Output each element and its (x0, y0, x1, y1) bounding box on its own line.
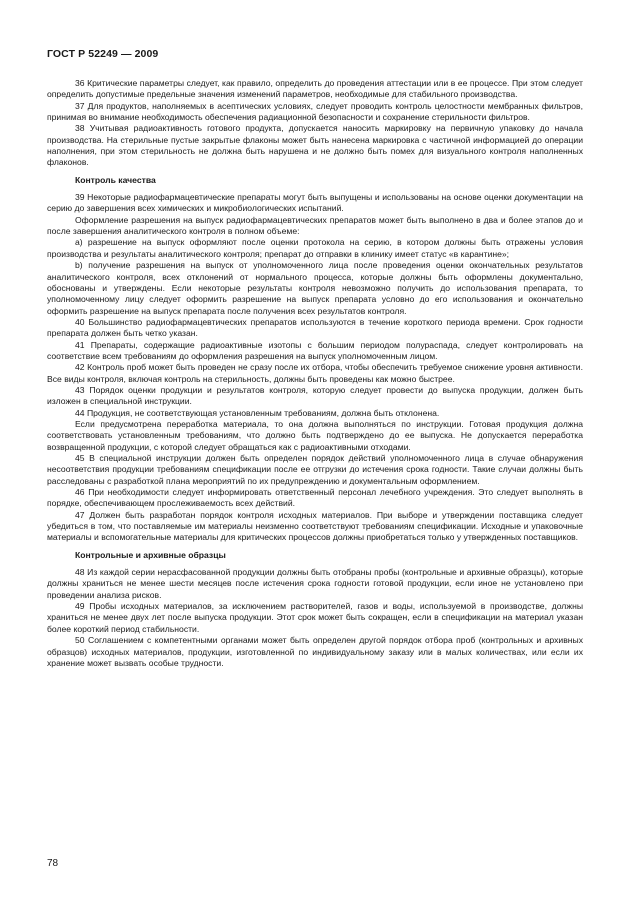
paragraph-49: 49 Пробы исходных материалов, за исключением растворителей, газов и воды, используемой в производстве, должны храниться не менее двух лет после выпуска продукции. Этот срок может быть сокращен, если в спецификации на материал указан более короткий период стабильности. (47, 601, 583, 634)
paragraph-37: 37 Для продуктов, наполняемых в асептических условиях, следует проводить контроль целостности мембранных фильтров, принимая во внимание необходимость обеспечения радиационной безопасности и сохранение стерильности фильтров. (47, 100, 583, 123)
paragraph-39: 39 Некоторые радиофармацевтические препараты могут быть выпущены и использованы на основе оценки документации на серию до завершения всех химических и микробиологических испытаний. (47, 192, 583, 214)
paragraph-40: 40 Большинство радиофармацевтических препаратов используются в течение короткого периода времени. Срок годности препарата должен быть четко указан. (47, 316, 583, 339)
paragraph-item-a: a) разрешение на выпуск оформляют после оценки протокола на серию, в котором должны быть отражены условия производства и результаты аналитического контроля; препарат до отправки в клинику имеет статус «в карантине»; (47, 237, 583, 259)
paragraph-36: 36 Критические параметры следует, как правило, определить до проведения аттестации или в ее процессе. При этом следует определить допустимые предельные значения изменений параметров, необходимые для стабильного производства. (47, 78, 583, 100)
paragraph-item-b: b) получение разрешения на выпуск от уполномоченного лица после проведения оценки окончательных результатов аналитического контроля, всех отклонений от нормального процесса, которые должны быть оформлены документально, обоснованы и утверждены. Если некоторые результаты контроля невозможно получить до использования препарата, то уполномоченному лицу следует оформить разрешение на выпуск препарата условно до его использования и окончательно оформить разрешение на выпуск препарата после получения всех результатов контроля. (47, 260, 583, 316)
section-heading-reference-samples: Контрольные и архивные образцы (75, 549, 226, 560)
paragraph-48: 48 Из каждой серии нерасфасованной продукции должны быть отобраны пробы (контрольные и архивные образцы), которые должны храниться не менее шести месяцев после истечения срока годности готовой продукции, если иное не установлено при проведении анализа рисков. (47, 567, 583, 600)
paragraph-47: 47 Должен быть разработан порядок контроля исходных материалов. При выборе и утверждении поставщика следует убедиться в том, что поставляемые им материалы неизменно соответствуют требованиям спецификации. Исходные и упаковочные материалы и вспомогательные материалы для критических процессов должны приобретаться только у утвержденных поставщиков. (47, 509, 583, 543)
paragraph-42: 42 Контроль проб может быть проведен не сразу после их отбора, чтобы обеспечить требуемое снижение уровня активности. Все виды контроля, включая контроль на стерильность, должны быть проведены как можно быстрее. (47, 362, 583, 384)
paragraph-release-stages: Оформление разрешения на выпуск радиофармацевтических препаратов может быть выполнено в два и более этапов до и после завершения аналитического контроля в полном объеме: (47, 214, 583, 237)
paragraph-50: 50 Соглашением с компетентными органами может быть определен другой порядок отбора проб (контрольных и архивных образцов) исходных материалов, продукции, изготовленной по индивидуальному заказу или в малых количествах, или если их хранение может вызвать особые трудности. (47, 635, 583, 668)
paragraph-reprocessing: Если предусмотрена переработка материала, то она должна выполняться по инструкции. Готовая продукция должна соответствовать установленным требованиям, что должно быть подтверждено до ее выпуска. Не допускается переработка возвращенной продукции, с которой следует обращаться как с радиоактивными отходами. (47, 418, 583, 452)
paragraph-43: 43 Порядок оценки продукции и результатов контроля, которую следует провести до выпуска продукции, должен быть изложен в специальной инструкции. (47, 384, 583, 407)
page-number: 78 (47, 858, 59, 869)
document-body (47, 78, 583, 669)
paragraph-44: 44 Продукция, не соответствующая установленным требованиям, должна быть отклонена. (75, 407, 440, 418)
paragraph-45: 45 В специальной инструкции должен быть определен порядок действий уполномоченного лица в случае обнаружения несоответствия продукции требованиям спецификации после ее отгрузки до истечения срока годности. Такие случаи должны быть расследованы с разработкой плана мероприятий по их предупреждению и документальным оформлением. (47, 453, 583, 486)
section-heading-quality-control: Контроль качества (75, 174, 156, 185)
paragraph-46: 46 При необходимости следует информировать ответственный персонал лечебного учреждения. Это следует выполнять в порядке, обеспечивающем прослеживаемость всех действий. (47, 487, 583, 509)
paragraph-41: 41 Препараты, содержащие радиоактивные изотопы с большим периодом полураспада, следует контролировать на соответствие всем требованиям до оформления разрешения на выпуск уполномоченным лицом. (47, 339, 583, 361)
document-header: ГОСТ Р 52249 — 2009 (47, 48, 159, 60)
paragraph-38: 38 Учитывая радиоактивность готового продукта, допускается наносить маркировку на первичную упаковку до начала производства. На стерильные пустые закрытые флаконы может быть нанесена маркировка с частичной информацией до операции наполнения, при этом стерильность не должна быть нарушена и не должно быть помех для визуального контроля наполненных флаконов. (47, 123, 583, 168)
